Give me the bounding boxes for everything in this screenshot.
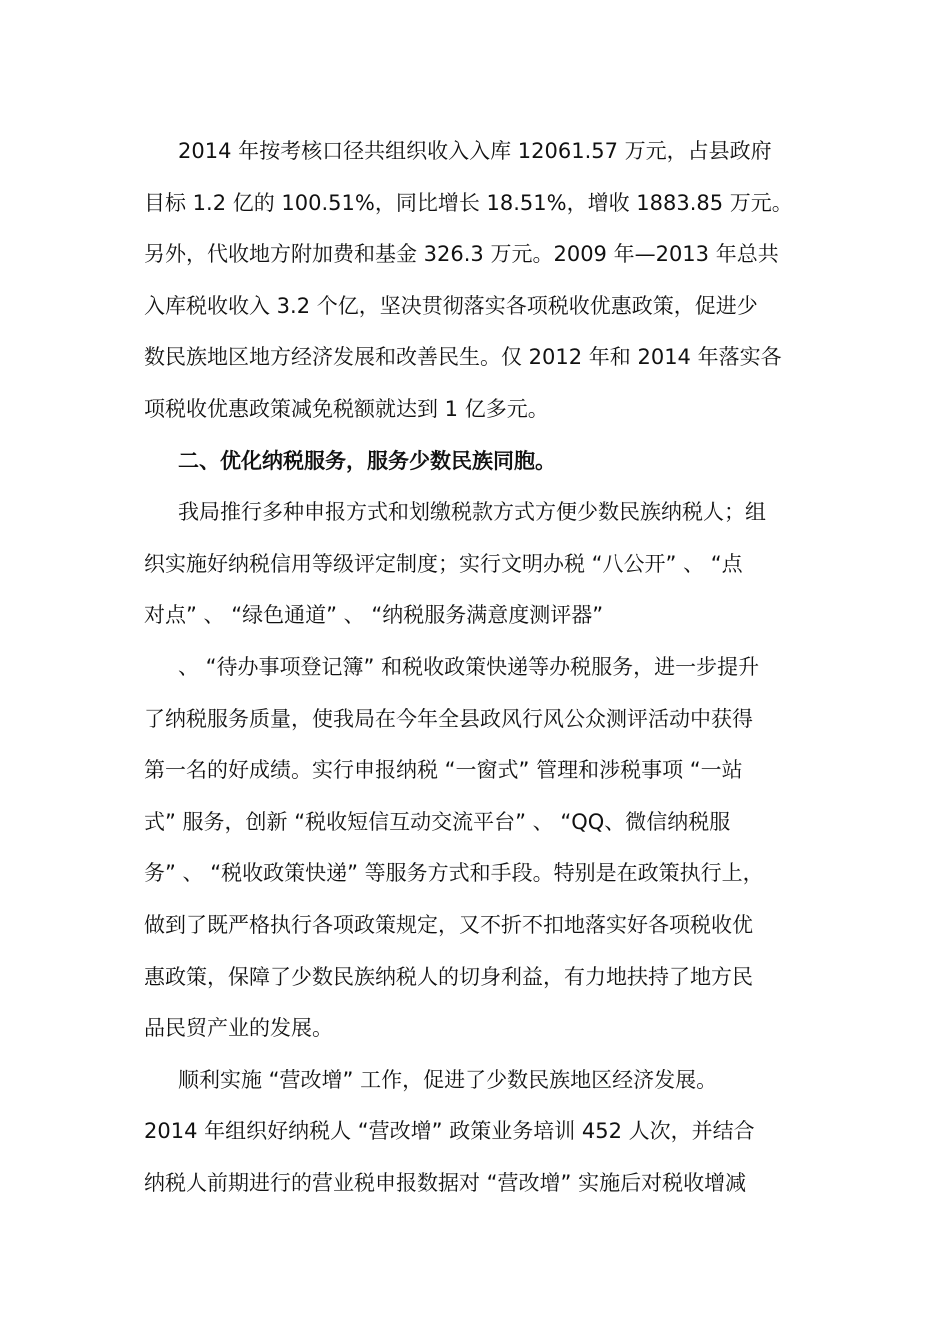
text-line: 对点” 、 “绿色通道” 、 “纳税服务满意度测评器” [144,603,604,628]
text-line: 品民贸产业的发展。 [144,1016,333,1041]
text-line: 入库税收收入 3.2 个亿，坚决贯彻落实各项税收优惠政策，促进少 [144,293,758,318]
text-line: 第一名的好成绩。实行申报纳税 “一窗式” 管理和涉税事项 “一站 [144,758,743,783]
text-line: 惠政策，保障了少数民族纳税人的切身利益，有力地扶持了地方民 [144,964,753,989]
section-heading-text: 二、优化纳税服务，服务少数民族同胞。 [178,448,556,473]
text-line: 2014 年按考核口径共组织收入入库 12061.57 万元，占县政府 [178,139,772,163]
paragraph-service-quality [144,642,806,1055]
text-line: 了纳税服务质量，使我局在今年全县政风行风公众测评活动中获得 [144,706,753,731]
text-line: 数民族地区地方经济发展和改善民生。仅 2012 年和 2014 年落实各 [144,345,782,370]
text-line: 织实施好纳税信用等级评定制度；实行文明办税 “八公开” 、 “点 [144,551,743,576]
text-line: 做到了既严格执行各项政策规定，又不折不扣地落实好各项税收优 [144,912,753,937]
document-body [144,126,806,1209]
text-line: 项税收优惠政策减免税额就达到 1 亿多元。 [144,396,549,421]
text-line: 、 “待办事项登记簿” 和税收政策快递等办税服务，进一步提升 [178,654,760,679]
paragraph-vat-reform [144,1055,806,1210]
text-line: 务” 、 “税收政策快递” 等服务方式和手段。特别是在政策执行上， [144,861,764,886]
paragraph-service-methods [144,487,806,642]
text-line: 2014 年组织好纳税人 “营改增” 政策业务培训 452 人次，并结合 [144,1119,755,1144]
text-line: 顺利实施 “营改增” 工作，促进了少数民族地区经济发展。 [178,1067,718,1092]
text-line: 另外，代收地方附加费和基金 326.3 万元。2009 年—2013 年总共 [144,242,779,267]
paragraph-tax-revenue [144,126,806,436]
section-heading [144,436,806,488]
text-line: 目标 1.2 亿的 100.51%，同比增长 18.51%，增收 1883.85 万元。 [144,190,793,215]
text-line: 式” 服务，创新 “税收短信互动交流平台” 、 “QQ、微信纳税服 [144,809,731,834]
text-line: 纳税人前期进行的营业税申报数据对 “营改增” 实施后对税收增减 [144,1170,747,1195]
text-line: 我局推行多种申报方式和划缴税款方式方便少数民族纳税人；组 [178,500,766,525]
